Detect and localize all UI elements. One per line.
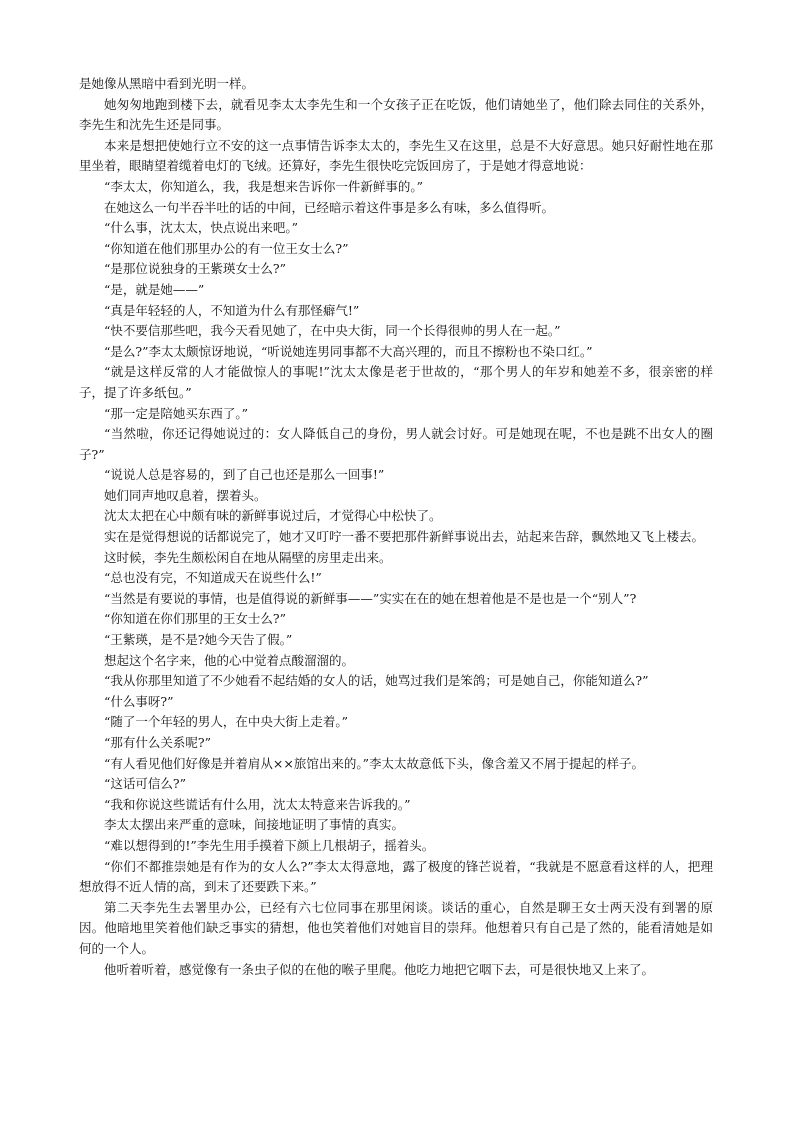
- document-page: [79, 74, 713, 980]
- paragraph: 想起这个名字来，他的心中觉着点酸溜溜的。: [104, 652, 355, 668]
- paragraph: 在她这么一句半吞半吐的话的中间，已经暗示着这件事是多么有味，多么值得听。: [104, 199, 555, 215]
- paragraph: “随了一个年轻的男人，在中央大街上走着。”: [104, 714, 349, 730]
- paragraph: “那一定是陪她买东西了。”: [104, 405, 249, 421]
- paragraph: “这话可信么?”: [104, 776, 186, 792]
- paragraph: 是她像从黑暗中看到光明一样。: [79, 76, 255, 91]
- paragraph: “你们不都推崇她是有作为的女人么?”李太太得意地，露了极度的锋芒说着，“我就是不愿意看这样的人，把理想放得不近人情的高，到末了还要跌下来。”: [79, 858, 713, 895]
- paragraph: “快不要信那些吧，我今天看见她了，在中央大街，同一个长得很帅的男人在一起。”: [104, 323, 561, 339]
- paragraph: “有人看见他们好像是并着肩从××旅馆出来的。”李太太故意低下头，像含羞又不屑于提起的样子。: [104, 755, 644, 771]
- paragraph: 实在是觉得想说的话都说完了，她才又叮咛一番不要把那件新鲜事说出去，站起来告辞，飘然地又飞上楼去。: [104, 529, 705, 545]
- paragraph: “难以想得到的!”李先生用手摸着下颜上几根胡子，摇着头。: [104, 837, 435, 853]
- paragraph: 她们同声地叹息着，摆着头。: [104, 487, 267, 503]
- paragraph: “真是年轻轻的人，不知道为什么有那怪癖气!”: [104, 302, 360, 318]
- paragraph: “王紫瑛，是不是?她今天告了假。”: [104, 632, 293, 648]
- paragraph: “那有什么关系呢?”: [104, 735, 211, 750]
- paragraph: “你知道在他们那里办公的有一位王女士么?”: [104, 240, 349, 256]
- paragraph: “是，就是她——”: [104, 281, 205, 297]
- paragraph: 第二天李先生去署里办公，已经有六七位同事在那里闲谈。谈话的重心，自然是聊王女士两天没有到署的原因。他暗地里笑着他们缺乏事实的猜想，他也笑着他们对她盲目的崇拜。他想着只有自己是了然的，能看清她是如何的一个人。: [79, 899, 713, 956]
- paragraph: “我和你说这些谎话有什么用，沈太太特意来告诉我的。”: [104, 796, 411, 812]
- paragraph: 李太太摆出来严重的意味，间接地证明了事情的真实。: [104, 817, 405, 833]
- paragraph: “总也没有完，不知道成天在说些什么!”: [104, 570, 322, 586]
- paragraph: 她匆匆地跑到楼下去，就看见李太太李先生和一个女孩子正在吃饭，他们请她坐了，他们除去同住的关系外，李先生和沈先生还是同事。: [79, 96, 713, 133]
- paragraph: 这时候，李先生颇松闲自在地从隔壁的房里走出来。: [104, 549, 392, 565]
- paragraph: “我从你那里知道了不少她看不起结婚的女人的话，她骂过我们是笨鸽；可是她自己，你能知道么?”: [104, 673, 649, 689]
- paragraph: “说说人总是容易的，到了自己也还是那么一回事!”: [104, 467, 385, 483]
- paragraph: “是么?”李太太颇惊讶地说，“听说她连男同事都不大高兴理的，而且不擦粉也不染口红。”: [104, 343, 593, 359]
- paragraph: “你知道在你们那里的王女士么?”: [104, 611, 286, 627]
- paragraph: “就是这样反常的人才能做惊人的事呢!”沈太太像是老于世故的，“那个男人的年岁和她差不多，很亲密的样子，提了许多纸包。”: [79, 364, 713, 400]
- paragraph: “什么事，沈太太，快点说出来吧。”: [104, 220, 299, 236]
- paragraph: “什么事呀?”: [104, 693, 174, 709]
- paragraph: “当然是有要说的事情，也是值得说的新鲜事——”实实在在的她在想着他是不是也是一个“别人”?: [104, 590, 637, 606]
- paragraph: “当然啦，你还记得她说过的：女人降低自己的身份，男人就会讨好。可是她现在呢，不也是跳不出女人的圈子?”: [79, 426, 713, 462]
- paragraph: “李太太，你知道么，我，我是想来告诉你一件新鲜事的。”: [104, 178, 424, 194]
- paragraph: “是那位说独身的王紫瑛女士么?”: [104, 261, 286, 277]
- paragraph: 他听着听着，感觉像有一条虫子似的在他的喉子里爬。他吃力地把它咽下去，可是很快地又上来了。: [104, 961, 655, 977]
- paragraph: 沈太太把在心中颇有味的新鲜事说过后，才觉得心中松快了。: [104, 508, 442, 524]
- paragraph: 本来是想把使她行立不安的这一点事情告诉李太太的，李先生又在这里，总是不大好意思。她只好耐性地在那里坐着，眼睛望着缆着电灯的飞绒。还算好，李先生很快吃完饭回房了，于是她才得意地说：: [79, 137, 713, 174]
